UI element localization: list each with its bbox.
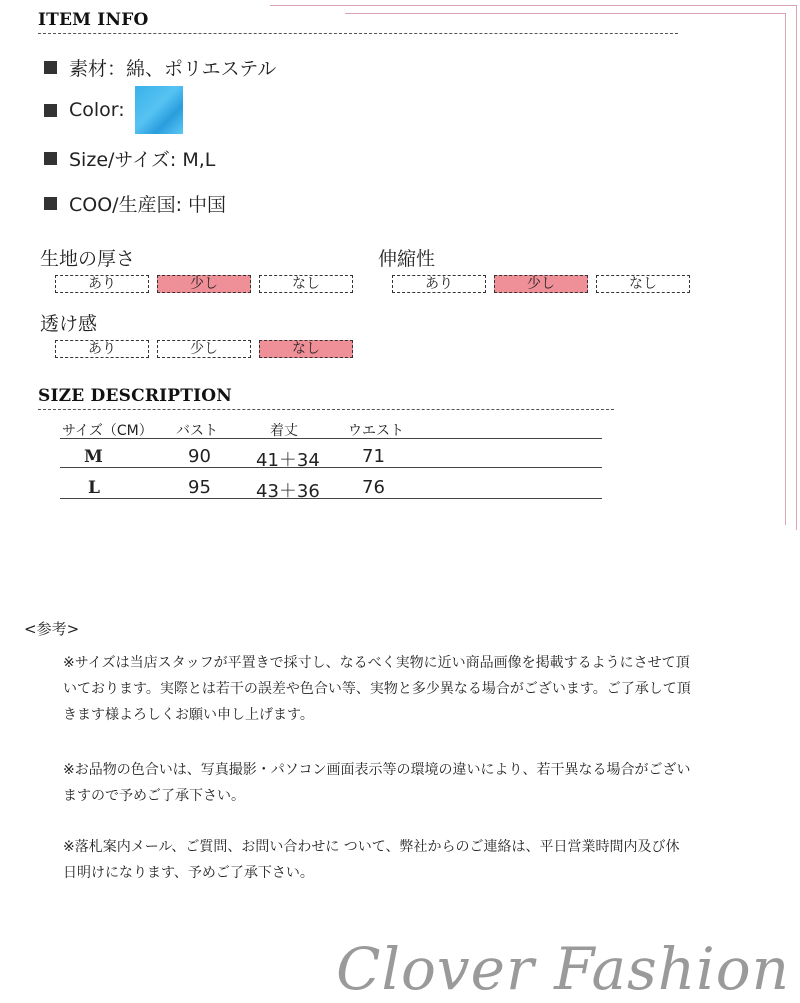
stretch-option-ari: あり	[392, 275, 486, 293]
color-label: Color:	[69, 99, 125, 121]
frame-line-inner-right	[785, 13, 786, 525]
material-text: 素材：綿、ポリエステル	[69, 58, 277, 80]
stretch-option-nashi: なし	[596, 275, 690, 293]
row-waist: 76	[362, 477, 385, 498]
material-row	[44, 54, 276, 81]
color-row	[44, 86, 183, 134]
sheer-option-sukoshi: 少し	[157, 340, 251, 358]
coo-text: COO/生産国: 中国	[69, 194, 227, 216]
size-text: Size/サイズ: M,L	[69, 149, 216, 171]
square-bullet-icon	[44, 61, 57, 74]
stretch-option-sukoshi: 少し	[494, 275, 588, 293]
header-underline	[60, 438, 602, 439]
header-waist: ウエスト	[348, 423, 404, 439]
thickness-option-ari: あり	[55, 275, 149, 293]
item-info-heading: ITEM INFO	[38, 10, 149, 30]
square-bullet-icon	[44, 104, 57, 117]
stretch-title: 伸縮性	[378, 248, 436, 270]
row-bust: 90	[188, 446, 211, 467]
size-description-heading: SIZE DESCRIPTION	[38, 386, 233, 406]
thickness-title: 生地の厚さ	[40, 248, 136, 270]
frame-line-right	[796, 5, 797, 530]
thickness-option-sukoshi: 少し	[157, 275, 251, 293]
notes-heading: <参考>	[24, 620, 80, 638]
row-underline	[60, 467, 602, 468]
coo-row	[44, 190, 226, 217]
sheer-option-ari: あり	[55, 340, 149, 358]
square-bullet-icon	[44, 152, 57, 165]
clover-fashion-logo: Clover Fashion	[336, 935, 790, 1003]
item-info-rule	[38, 33, 678, 34]
header-length: 着丈	[270, 423, 298, 439]
sheer-title: 透け感	[40, 313, 98, 335]
frame-line-inner-top	[345, 13, 785, 14]
square-bullet-icon	[44, 197, 57, 210]
thickness-option-nashi: なし	[259, 275, 353, 293]
row-underline	[60, 498, 602, 499]
size-description-rule	[38, 409, 614, 410]
note-paragraph-3: ※落札案内メール、ご質問、お問い合わせに ついて、弊社からのご連絡は、平日営業時間内及び休日明けになります、予めご了承下さい。	[63, 839, 680, 881]
header-size: サイズ（CM）	[62, 423, 153, 439]
row-size: L	[88, 478, 100, 498]
row-waist: 71	[362, 446, 385, 467]
size-row	[44, 145, 215, 172]
note-paragraph-1: ※サイズは当店スタッフが平置きで採寸し、なるべく実物に近い商品画像を掲載するようにさせて頂いております。実際とは若干の誤差や色合い等、実物と多少異なる場合がございます。ご了承して頂きます様よろしくお願い申し上げます。	[63, 655, 691, 723]
frame-line-top	[270, 5, 797, 6]
row-bust: 95	[188, 477, 211, 498]
row-size: M	[84, 447, 103, 467]
row-length: 43＋36	[256, 481, 320, 502]
sheer-option-nashi: なし	[259, 340, 353, 358]
note-paragraph-2: ※お品物の色合いは、写真撮影・パソコン画面表示等の環境の違いにより、若干異なる場合がございますので予めご了承下さい。	[63, 762, 691, 804]
header-bust: バスト	[176, 423, 218, 439]
row-length: 41＋34	[256, 450, 320, 471]
color-swatch	[135, 86, 183, 134]
